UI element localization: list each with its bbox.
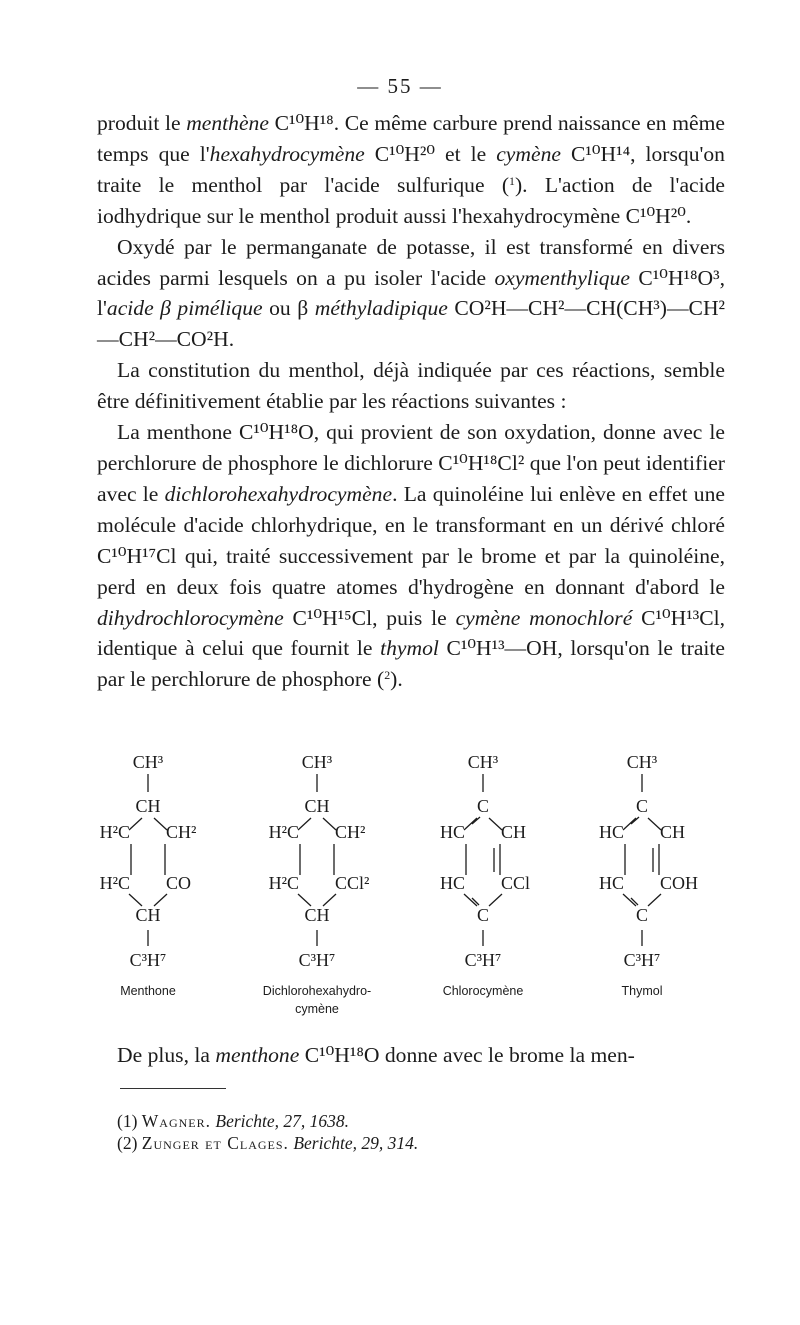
methyl-group-label: CH³	[132, 752, 164, 772]
ring-atom-label: CH²	[166, 822, 197, 842]
propyl-group-label: C³H⁷	[129, 950, 167, 970]
paragraph-constitution: La constitution du menthol, déjà indiquée par ces réactions, semble être définitivement établie par les réactions suivantes :	[97, 358, 725, 414]
ring-atom-label: C	[635, 796, 649, 816]
ring-atom-label: CH	[501, 822, 527, 842]
ring-bond	[464, 894, 477, 906]
footnote-rule	[120, 1088, 226, 1089]
ring-atom-label: CH	[304, 796, 330, 816]
structures-diagram	[0, 740, 800, 1040]
ring-atom-label: C	[476, 905, 490, 925]
structure-caption: cymène	[295, 1002, 339, 1016]
footnote-ref-1[interactable]: 1	[509, 173, 515, 188]
ring-bond	[623, 894, 636, 906]
methyl-group-label: CH³	[301, 752, 333, 772]
ring-atom-label: CH	[660, 822, 686, 842]
formula: C¹⁰H¹⁸	[274, 111, 334, 135]
ring-atom-label: C	[635, 905, 649, 925]
ring-bond	[298, 818, 311, 830]
ring-atom-label: COH	[660, 873, 699, 893]
ring-atom-label: HC	[598, 822, 624, 842]
acid-formula: CO²H—CH²—CH(CH³)—CH²—CH²—CO²H.	[97, 296, 726, 352]
paragraph-menthene: produit le menthène C¹⁰H¹⁸. Ce même carbure prend naissance en même temps que l'hexahydrocymène C¹⁰H²⁰ et le cymène C¹⁰H¹⁴, lorsqu'on traite le menthol par l'acide sulfurique ($^1$). L'action de l'acide iodhydrique sur le menthol produit aussi l'hexahydrocymène C¹⁰H²⁰.	[97, 111, 725, 228]
methyl-group-label: CH³	[626, 752, 658, 772]
propyl-group-label: C³H⁷	[464, 950, 502, 970]
ring-atom-label: CCl²	[335, 873, 370, 893]
body-text	[97, 108, 725, 695]
ring-bond	[623, 818, 636, 830]
structure-caption: Thymol	[621, 984, 663, 998]
ring-atom-label: H²C	[99, 873, 130, 893]
ring-atom-label: CH	[135, 796, 161, 816]
footnote-2: (2) Zunger et Clages. Berichte, 29, 314.	[117, 1133, 419, 1153]
footnotes	[117, 1110, 677, 1154]
ring-bond	[464, 818, 477, 830]
ring-atom-label: CH	[304, 905, 330, 925]
ring-atom-label: C	[476, 796, 490, 816]
ring-atom-label: H²C	[268, 873, 299, 893]
propyl-group-label: C³H⁷	[623, 950, 661, 970]
ring-atom-label: CH²	[335, 822, 366, 842]
continuation-line: De plus, la menthone C¹⁰H¹⁸O donne avec le brome la men-	[117, 1043, 635, 1067]
footnote-ref-2[interactable]: 2	[384, 668, 391, 683]
ring-bond	[648, 894, 661, 906]
ring-bond	[129, 818, 142, 830]
ring-atom-label: HC	[598, 873, 624, 893]
page-number: — 55 —	[357, 74, 443, 98]
propyl-group-label: C³H⁷	[298, 950, 336, 970]
ring-atom-label: H²C	[268, 822, 299, 842]
ring-atom-label: CCl	[501, 873, 531, 893]
ring-atom-label: H²C	[99, 822, 130, 842]
paragraph-menthone: La menthone C¹⁰H¹⁸O, qui provient de son oxydation, donne avec le perchlorure de phosphore le dichlorure C¹⁰H¹⁸Cl² que l'on peut identifier avec le dichlorohexahydrocymène. La quinoléine lui enlève en effet une molécule d'acide chlorhydrique, en le transformant en un dérivé chloré C¹⁰H¹⁷Cl qui, traité successivement par le brome et par la quinoléine, perd en deux fois quatre atomes d'hydrogène en donnant d'abord le dihydrochlorocymène C¹⁰H¹⁵Cl, puis le cymène monochloré C¹⁰H¹³Cl, identique à celui que fournit le thymol C¹⁰H¹³—OH, lorsqu'on le traite par le perchlorure de phosphore ($^2$).	[97, 420, 726, 692]
paragraph-oxidation: Oxydé par le permanganate de potasse, il est transformé en divers acides parmi lesquels on a pu isoler l'acide oxymenthylique C¹⁰H¹⁸O³, l'acide β pimélique ou β méthyladipique CO²H—CH²—CH(CH³)—CH²—CH²—CO²H.	[97, 234, 726, 352]
structural-formulas	[0, 740, 800, 1040]
ring-bond	[489, 894, 502, 906]
ring-atom-label: CO	[166, 873, 192, 893]
ring-atom-label: CH	[135, 905, 161, 925]
structure-caption: Dichlorohexahydro-	[262, 984, 372, 998]
ring-atom-label: HC	[439, 822, 465, 842]
ring-atom-label: HC	[439, 873, 465, 893]
footnote-1: (1) Wagner. Berichte, 27, 1638.	[117, 1111, 350, 1131]
structure-caption: Menthone	[120, 984, 176, 998]
methyl-group-label: CH³	[467, 752, 499, 772]
structure-caption: Chlorocymène	[442, 984, 524, 998]
